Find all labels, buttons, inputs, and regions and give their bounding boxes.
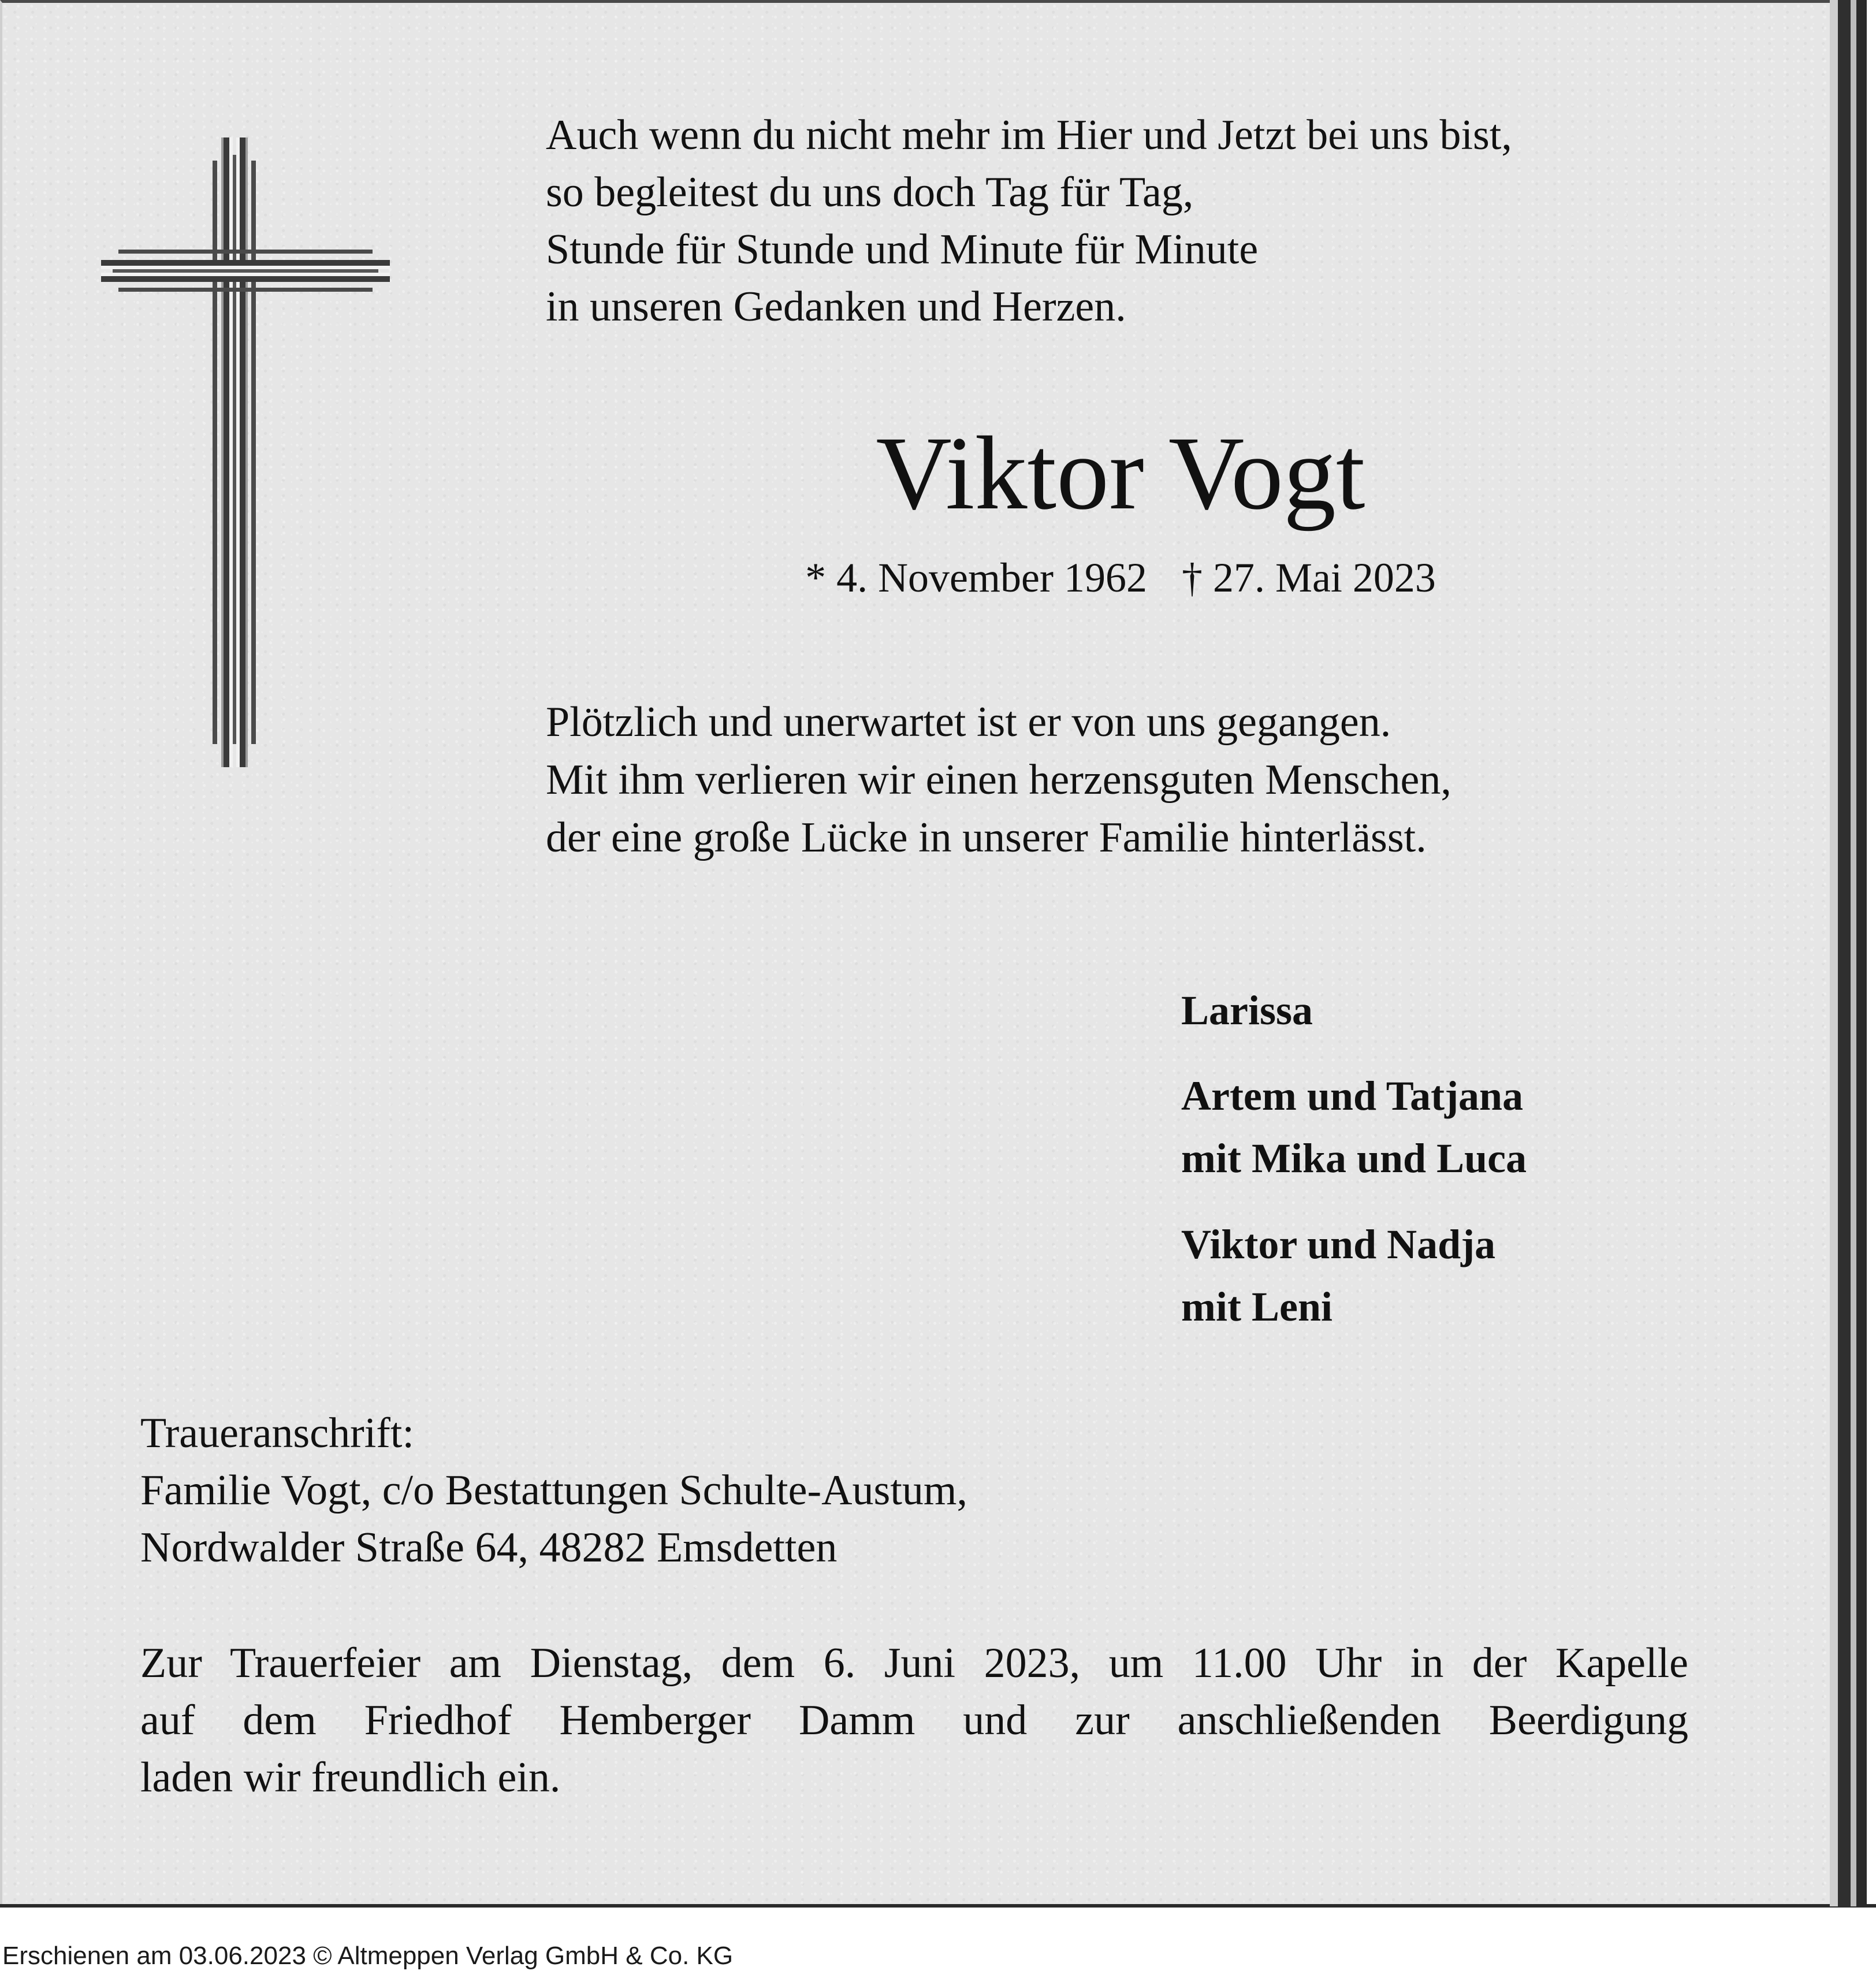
mourner-group [1181,1065,1527,1189]
mourner-line: Viktor und Nadja [1181,1221,1496,1267]
mourner-line: Larissa [1181,987,1313,1033]
ceremony-line: auf dem Friedhof Hemberger Damm und zur anschließenden Beerdigung [140,1697,1688,1744]
frame-edge-light [1830,0,1838,1906]
mourner-line: Artem und Tatjana [1181,1073,1524,1119]
ceremony-line: Zur Trauerfeier am Dienstag, dem 6. Juni 2023, um 11.00 Uhr in der Kapelle [140,1639,1688,1687]
mourner-line: mit Leni [1181,1284,1332,1330]
frame-edge-gap [1851,0,1856,1906]
message-line: Mit ihm verlieren wir einen herzensguten Menschen, [546,756,1451,804]
message [546,693,1451,867]
address-line: Nordwalder Straße 64, 48282 Emsdetten [140,1524,838,1571]
death-date: † 27. Mai 2023 [1181,555,1436,601]
life-dates [635,552,1606,604]
deceased-name: Viktor Vogt [876,415,1365,531]
ceremony-info [140,1635,1688,1806]
verse [546,107,1512,336]
message-line: der eine große Lücke in unserer Familie hinterlässt. [546,814,1427,861]
address-line: Traueranschrift: [140,1410,415,1457]
verse-line: Auch wenn du nicht mehr im Hier und Jetzt bei uns bist, [546,111,1512,159]
frame-edge-dark [1838,0,1851,1906]
mourner-group [1181,979,1313,1042]
cross-icon [101,137,390,773]
verse-line: in unseren Gedanken und Herzen. [546,283,1126,330]
bottom-rule [0,1904,1876,1908]
ceremony-line: laden wir freundlich ein. [140,1754,561,1801]
mourner-line: mit Mika und Luca [1181,1135,1527,1181]
publication-footer: Erschienen am 03.06.2023 © Altmeppen Verlag GmbH & Co. KG [2,1942,734,1970]
mourning-address [140,1405,967,1577]
birth-date: * 4. November 1962 [805,555,1147,601]
mourner-group [1181,1213,1495,1338]
frame-edge-dark-outer [1856,0,1867,1906]
message-line: Plötzlich und unerwartet ist er von uns gegangen. [546,698,1391,746]
verse-line: so begleitest du uns doch Tag für Tag, [546,169,1194,216]
address-line: Familie Vogt, c/o Bestattungen Schulte-Austum, [140,1467,967,1514]
verse-line: Stunde für Stunde und Minute für Minute [546,226,1259,273]
